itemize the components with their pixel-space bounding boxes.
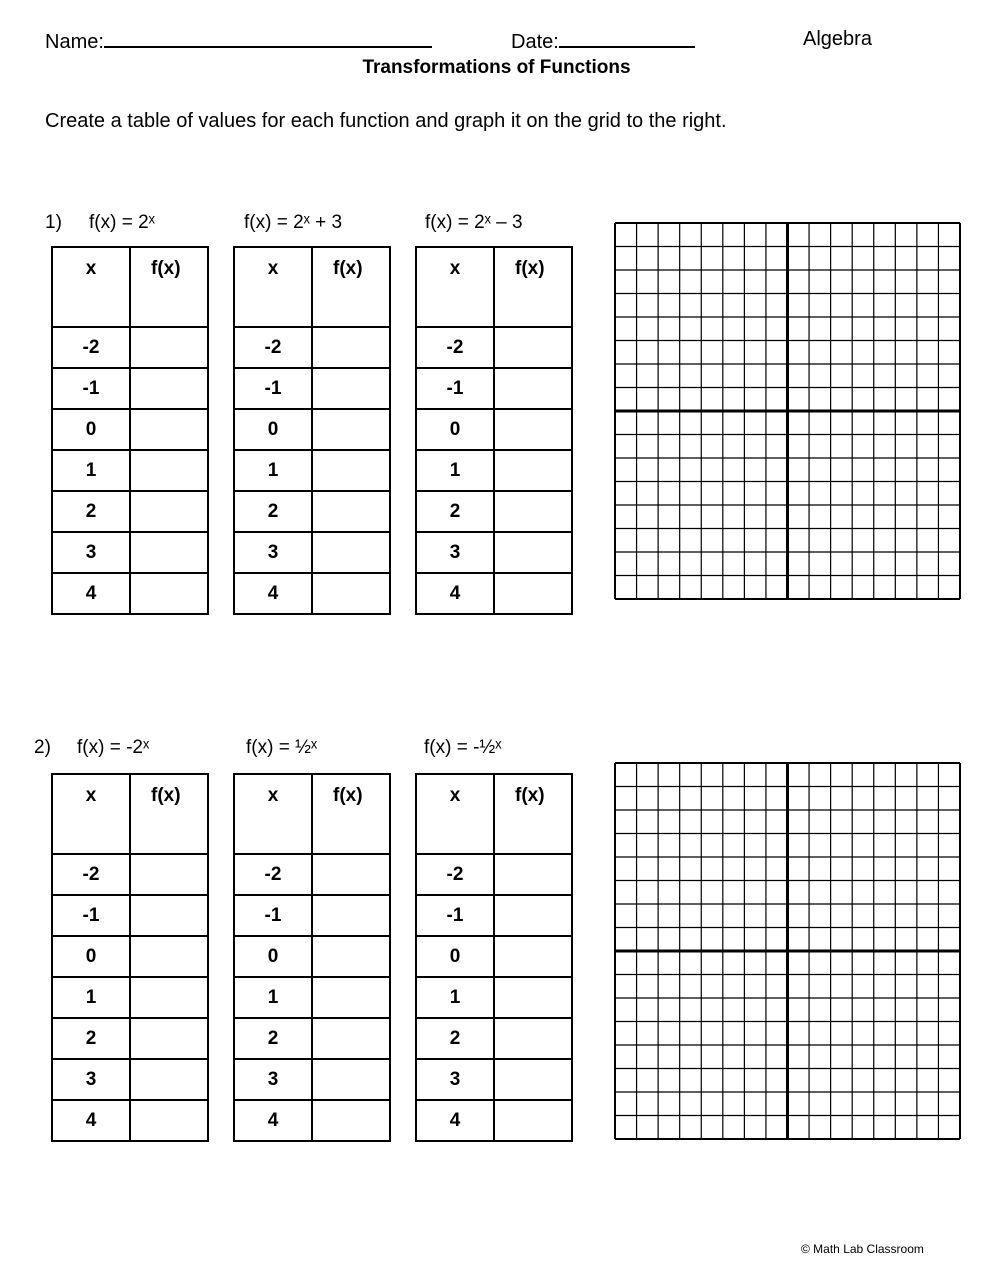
table-row	[416, 491, 572, 532]
x-value-cell: 1	[234, 977, 312, 1018]
table-row	[52, 1100, 208, 1141]
fx-answer-cell[interactable]	[494, 895, 572, 936]
fx-column-header: f(x)	[494, 774, 572, 854]
table-row	[234, 573, 390, 614]
fx-column-header: f(x)	[312, 774, 390, 854]
x-value-cell: 0	[416, 409, 494, 450]
graph-grid-2[interactable]	[614, 762, 961, 1140]
table-row	[234, 895, 390, 936]
table-row	[234, 450, 390, 491]
x-value-cell: 4	[234, 1100, 312, 1141]
x-value-cell: 1	[52, 977, 130, 1018]
fx-answer-cell[interactable]	[130, 573, 208, 614]
function-label: f(x) = 2ˣ + 3	[244, 212, 343, 233]
x-value-cell: 1	[416, 450, 494, 491]
x-value-cell: -2	[234, 854, 312, 895]
table-row	[52, 491, 208, 532]
subject-label: Algebra	[803, 28, 872, 50]
fx-answer-cell[interactable]	[130, 491, 208, 532]
name-blank[interactable]	[104, 28, 432, 48]
function-label: f(x) = -½ˣ	[424, 737, 502, 758]
table-row	[234, 854, 390, 895]
table-row	[52, 573, 208, 614]
x-value-cell: -2	[52, 854, 130, 895]
x-value-cell: 4	[52, 573, 130, 614]
table-row	[416, 854, 572, 895]
copyright-footer: © Math Lab Classroom	[801, 1242, 924, 1256]
name-label: Name:	[45, 31, 104, 53]
fx-answer-cell[interactable]	[130, 977, 208, 1018]
fx-column-header: f(x)	[130, 247, 208, 327]
value-table	[415, 246, 573, 615]
x-value-cell: 1	[234, 450, 312, 491]
table-row	[52, 936, 208, 977]
x-column-header: x	[52, 247, 130, 327]
name-field[interactable]	[45, 28, 432, 54]
fx-answer-cell[interactable]	[312, 368, 390, 409]
table-row	[234, 977, 390, 1018]
fx-answer-cell[interactable]	[494, 450, 572, 491]
x-value-cell: 0	[52, 936, 130, 977]
fx-answer-cell[interactable]	[312, 936, 390, 977]
x-value-cell: 0	[234, 409, 312, 450]
date-blank[interactable]	[559, 28, 695, 48]
table-row	[416, 1059, 572, 1100]
x-value-cell: -1	[416, 368, 494, 409]
table-row	[52, 450, 208, 491]
x-value-cell: -1	[416, 895, 494, 936]
fx-answer-cell[interactable]	[494, 977, 572, 1018]
fx-answer-cell[interactable]	[130, 1018, 208, 1059]
x-column-header: x	[416, 247, 494, 327]
x-value-cell: -2	[416, 327, 494, 368]
table-row	[52, 854, 208, 895]
table-row	[52, 1059, 208, 1100]
fx-answer-cell[interactable]	[312, 327, 390, 368]
graph-grid-1[interactable]	[614, 222, 961, 600]
x-value-cell: 4	[52, 1100, 130, 1141]
instructions: Create a table of values for each function and graph it on the grid to the right.	[45, 110, 727, 132]
fx-answer-cell[interactable]	[312, 491, 390, 532]
x-value-cell: 2	[52, 1018, 130, 1059]
fx-answer-cell[interactable]	[130, 450, 208, 491]
table-row	[416, 1018, 572, 1059]
x-value-cell: -1	[234, 368, 312, 409]
fx-answer-cell[interactable]	[494, 1018, 572, 1059]
fx-answer-cell[interactable]	[130, 368, 208, 409]
fx-answer-cell[interactable]	[130, 936, 208, 977]
table-row	[416, 895, 572, 936]
x-value-cell: 0	[52, 409, 130, 450]
fx-answer-cell[interactable]	[312, 854, 390, 895]
x-value-cell: 1	[416, 977, 494, 1018]
function-label: f(x) = 2ˣ – 3	[425, 212, 523, 233]
table-row	[234, 936, 390, 977]
fx-answer-cell[interactable]	[494, 532, 572, 573]
function-label: f(x) = 2ˣ	[89, 212, 155, 233]
x-value-cell: -2	[52, 327, 130, 368]
fx-answer-cell[interactable]	[494, 854, 572, 895]
problem-number: 2)	[34, 737, 51, 758]
date-field[interactable]	[511, 28, 695, 54]
table-row	[416, 977, 572, 1018]
table-row	[234, 1100, 390, 1141]
x-column-header: x	[52, 774, 130, 854]
date-label: Date:	[511, 31, 559, 53]
fx-answer-cell[interactable]	[312, 409, 390, 450]
fx-answer-cell[interactable]	[130, 1059, 208, 1100]
fx-answer-cell[interactable]	[130, 532, 208, 573]
table-row	[52, 532, 208, 573]
x-value-cell: 3	[416, 532, 494, 573]
x-value-cell: 3	[234, 532, 312, 573]
fx-answer-cell[interactable]	[312, 450, 390, 491]
fx-answer-cell[interactable]	[312, 1018, 390, 1059]
function-label: f(x) = -2ˣ	[77, 737, 150, 758]
x-value-cell: 3	[52, 532, 130, 573]
x-value-cell: -1	[234, 895, 312, 936]
fx-answer-cell[interactable]	[494, 491, 572, 532]
fx-answer-cell[interactable]	[312, 573, 390, 614]
fx-column-header: f(x)	[130, 774, 208, 854]
fx-answer-cell[interactable]	[494, 409, 572, 450]
value-table	[233, 773, 391, 1142]
table-row	[416, 368, 572, 409]
table-row	[52, 368, 208, 409]
fx-answer-cell[interactable]	[312, 977, 390, 1018]
table-row	[234, 1059, 390, 1100]
x-column-header: x	[234, 774, 312, 854]
table-row	[416, 327, 572, 368]
table-row	[52, 327, 208, 368]
value-table	[415, 773, 573, 1142]
table-row	[416, 936, 572, 977]
x-value-cell: 3	[52, 1059, 130, 1100]
fx-answer-cell[interactable]	[312, 1100, 390, 1141]
table-row	[416, 450, 572, 491]
table-row	[234, 1018, 390, 1059]
table-row	[416, 1100, 572, 1141]
table-row	[52, 1018, 208, 1059]
fx-answer-cell[interactable]	[312, 895, 390, 936]
fx-answer-cell[interactable]	[130, 895, 208, 936]
x-value-cell: 3	[234, 1059, 312, 1100]
table-row	[52, 895, 208, 936]
x-value-cell: 4	[234, 573, 312, 614]
value-table	[51, 773, 209, 1142]
fx-answer-cell[interactable]	[312, 532, 390, 573]
table-row	[234, 368, 390, 409]
x-value-cell: -2	[416, 854, 494, 895]
fx-answer-cell[interactable]	[130, 1100, 208, 1141]
x-value-cell: 4	[416, 573, 494, 614]
x-column-header: x	[416, 774, 494, 854]
fx-answer-cell[interactable]	[494, 1100, 572, 1141]
x-column-header: x	[234, 247, 312, 327]
x-value-cell: 0	[234, 936, 312, 977]
fx-answer-cell[interactable]	[494, 327, 572, 368]
table-row	[234, 491, 390, 532]
x-value-cell: -1	[52, 368, 130, 409]
table-row	[234, 327, 390, 368]
value-table	[51, 246, 209, 615]
fx-answer-cell[interactable]	[494, 936, 572, 977]
worksheet-title: Transformations of Functions	[362, 57, 631, 78]
problem-number: 1)	[45, 212, 62, 233]
fx-answer-cell[interactable]	[130, 409, 208, 450]
fx-answer-cell[interactable]	[494, 368, 572, 409]
function-label: f(x) = ½ˣ	[246, 737, 318, 758]
x-value-cell: 2	[52, 491, 130, 532]
table-row	[52, 409, 208, 450]
x-value-cell: 3	[416, 1059, 494, 1100]
x-value-cell: 4	[416, 1100, 494, 1141]
x-value-cell: -2	[234, 327, 312, 368]
fx-answer-cell[interactable]	[312, 1059, 390, 1100]
table-row	[416, 532, 572, 573]
x-value-cell: 2	[416, 1018, 494, 1059]
x-value-cell: 1	[52, 450, 130, 491]
table-row	[234, 409, 390, 450]
fx-answer-cell[interactable]	[130, 854, 208, 895]
x-value-cell: 2	[416, 491, 494, 532]
x-value-cell: -1	[52, 895, 130, 936]
x-value-cell: 2	[234, 1018, 312, 1059]
x-value-cell: 2	[234, 491, 312, 532]
table-row	[52, 977, 208, 1018]
table-row	[234, 532, 390, 573]
fx-column-header: f(x)	[494, 247, 572, 327]
table-row	[416, 573, 572, 614]
x-value-cell: 0	[416, 936, 494, 977]
fx-answer-cell[interactable]	[130, 327, 208, 368]
value-table	[233, 246, 391, 615]
fx-answer-cell[interactable]	[494, 1059, 572, 1100]
table-row	[416, 409, 572, 450]
fx-answer-cell[interactable]	[494, 573, 572, 614]
fx-column-header: f(x)	[312, 247, 390, 327]
